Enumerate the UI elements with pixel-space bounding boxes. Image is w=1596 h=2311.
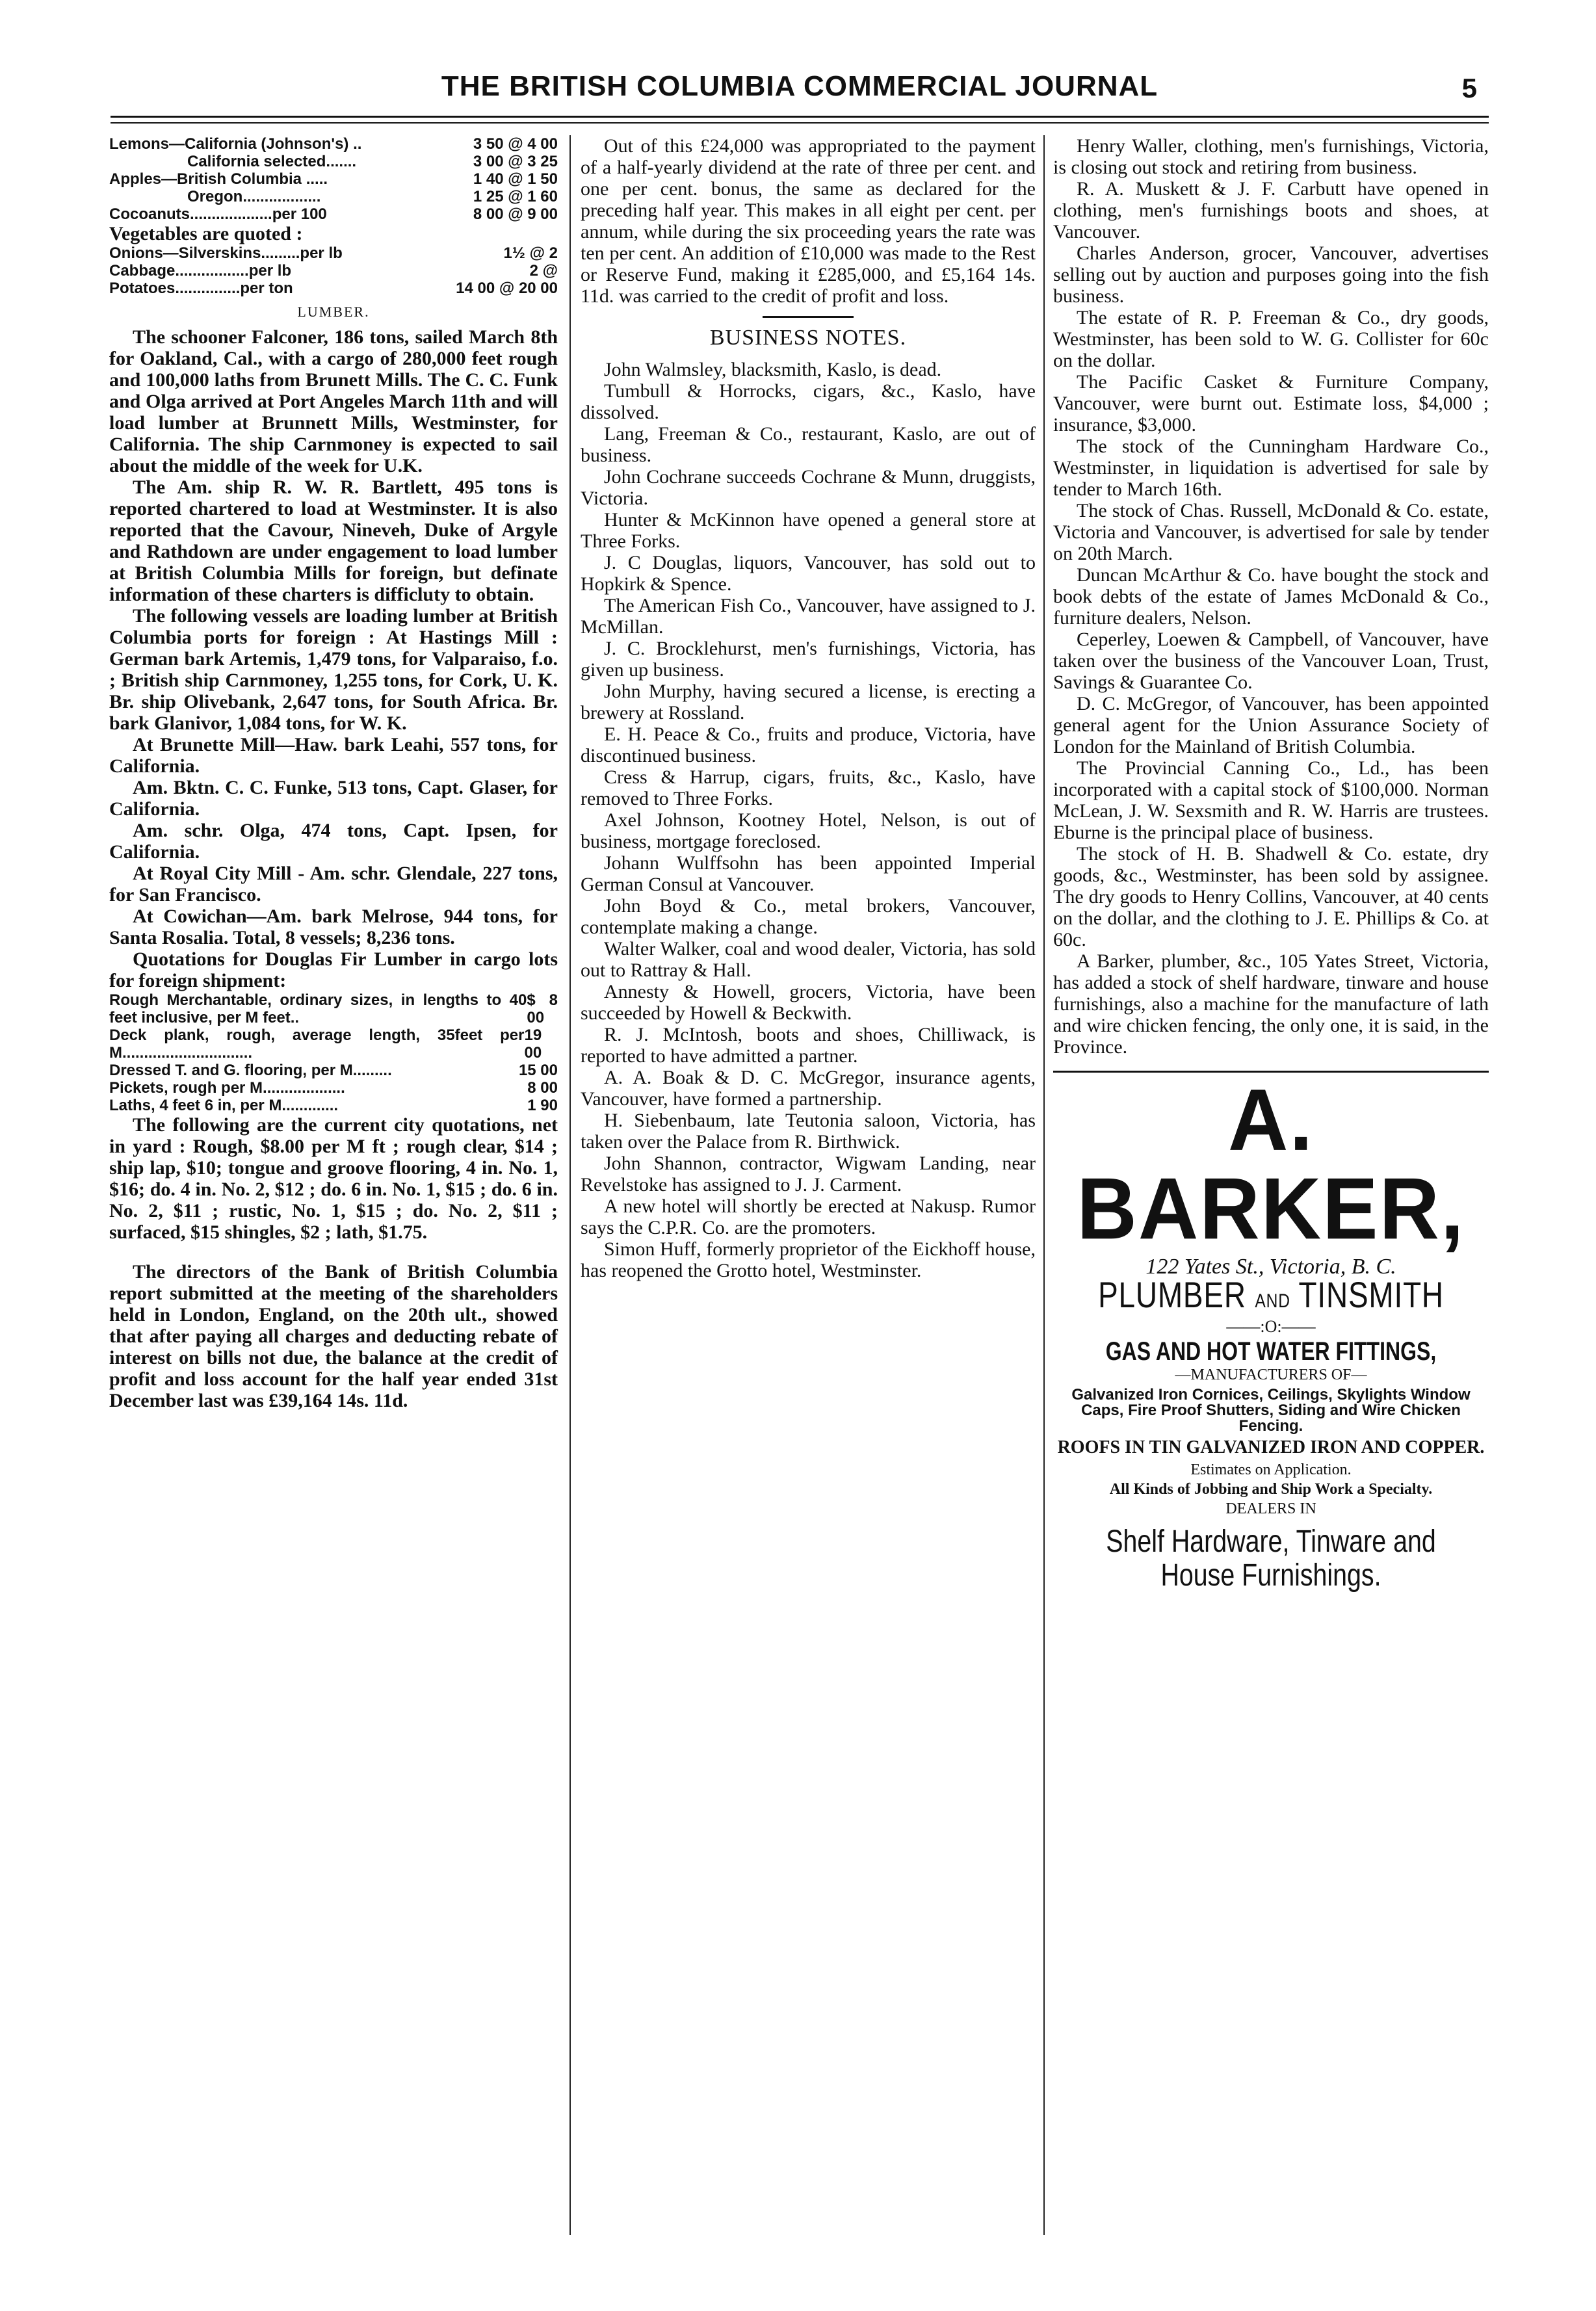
lumber-heading: LUMBER. (297, 304, 370, 320)
column-2 (581, 135, 1036, 1281)
ad-dealers: DEALERS IN (1225, 1500, 1316, 1517)
ad-gas-fittings: GAS AND HOT WATER FITTINGS, (1105, 1337, 1437, 1366)
column-1 (109, 135, 558, 1411)
business-note: John Cochrane succeeds Cochrane & Munn, druggists, Victoria. (581, 466, 1036, 509)
journal-title: THE BRITISH COLUMBIA COMMERCIAL JOURNAL (441, 70, 1158, 102)
ad-jobbing: All Kinds of Jobbing and Ship Work a Specialty. (1109, 1481, 1433, 1498)
top-rule-thin (111, 122, 1489, 124)
price-row: Pickets, rough per M................... 8 00 (109, 1079, 558, 1097)
column-3 (1053, 135, 1489, 1593)
business-note: The American Fish Co., Vancouver, have assigned to J. McMillan. (581, 595, 1036, 638)
barker-advertisement (1053, 1071, 1489, 1593)
price-row: Potatoes...............per ton 14 00 @ 20 00 (109, 280, 558, 297)
business-note: R. J. McIntosh, boots and shoes, Chilliwack, is reported to have admitted a partner. (581, 1024, 1036, 1067)
price-row: Onions—Silverskins.........per lb 1½ @ 2 (109, 244, 558, 262)
business-note: A. A. Boak & D. C. McGregor, insurance agents, Vancouver, have formed a partnership. (581, 1067, 1036, 1110)
vegetable-price-list (109, 244, 558, 297)
ad-roofing: ROOFS IN TIN GALVANIZED IRON AND COPPER. (1057, 1437, 1485, 1457)
ad-manufacturers: —MANUFACTURERS OF— (1175, 1366, 1367, 1383)
business-note: Henry Waller, clothing, men's furnishings, Victoria, is closing out stock and retiring from business. (1053, 135, 1489, 178)
ad-trade: PLUMBER AND TINSMITH (1098, 1274, 1444, 1315)
business-note: The estate of R. P. Freeman & Co., dry goods, Westminster, has been sold to W. G. Collister for 60c on the dollar. (1053, 307, 1489, 371)
business-note: The stock of H. B. Shadwell & Co. estate, dry goods, &c., Westminster, has been sold by assignee. The dry goods to Henry Collins, Vancouver, at 40 cents on the dollar, and the clothing to J. E. Phillips & Co. at 60c. (1053, 843, 1489, 950)
ad-estimates: Estimates on Application. (1190, 1461, 1352, 1478)
article-paragraph: Am. schr. Olga, 474 tons, Capt. Ipsen, for California. (109, 820, 558, 863)
business-note: John Shannon, contractor, Wigwam Landing, near Revelstoke has assigned to J. J. Carment. (581, 1153, 1036, 1195)
article-paragraph: Out of this £24,000 was appropriated to the payment of a half-yearly dividend at the rate of three per cent. and one per cent. bonus, the same as declared for the preceding half year. This makes in all eight per cent. per annum, while during the six proceeding years the rate was ten per cent. An addition of £10,000 was made to the Rest or Reserve Fund, making it £285,000, and £5,164 14s. 11d. was carried to the credit of profit and loss. (581, 135, 1036, 307)
price-row: Apples—British Columbia ..... 1 40 @ 1 50 (109, 170, 558, 188)
vegetables-heading: Vegetables are quoted : (109, 223, 303, 244)
article-paragraph: At Cowichan—Am. bark Melrose, 944 tons, for Santa Rosalia. Total, 8 vessels; 8,236 tons. (109, 906, 558, 948)
article-paragraph: At Royal City Mill - Am. schr. Glendale, 227 tons, for San Francisco. (109, 863, 558, 906)
article-paragraph: The schooner Falconer, 186 tons, sailed March 8th for Oakland, Cal., with a cargo of 280,000 feet rough and 100,000 laths from Brunett Mills. The C. C. Funk and Olga arrived at Port Angeles March 11th and will load lumber at Brunnett Mills, Westminster, for California. The ship Carnmoney is expected to sail about the middle of the week for U.K. (109, 326, 558, 477)
business-note: Ceperley, Loewen & Campbell, of Vancouver, have taken over the business of the Vancouver Loan, Trust, Savings & Guarantee Co. (1053, 629, 1489, 693)
price-row: Dressed T. and G. flooring, per M......... 15 00 (109, 1062, 558, 1079)
ad-business-name: A. BARKER, (1077, 1071, 1465, 1258)
page-number: 5 (1461, 73, 1477, 103)
ad-products: Galvanized Iron Cornices, Ceilings, Skylights Window Caps, Fire Proof Shutters, Siding and Wire Chicken Fencing. (1071, 1386, 1471, 1435)
business-note: Charles Anderson, grocer, Vancouver, advertises selling out by auction and purposes going into the fish business. (1053, 242, 1489, 307)
price-row: Cocoanuts...................per 100 8 00 @ 9 00 (109, 205, 558, 223)
article-paragraph: Am. Bktn. C. C. Funke, 513 tons, Capt. Glaser, for California. (109, 777, 558, 820)
article-paragraph: The Am. ship R. W. R. Bartlett, 495 tons is reported chartered to load at Westminster. It is also reported that the Cavour, Nineveh, Duke of Argyle and Rathdown are under engagement to load lumber at British Columbia Mills for foreign, but definate information of these charters is difficluty to obtain. (109, 477, 558, 605)
business-note: A Barker, plumber, &c., 105 Yates Street, Victoria, has added a stock of shelf hardware, tinware and house furnishings, also a machine for the manufacture of lath and wire chicken fencing, the only one, it is said, in the Province. (1053, 950, 1489, 1058)
price-row: Cabbage.................per lb 2 @ (109, 262, 558, 280)
business-note: Tumbull & Horrocks, cigars, &c., Kaslo, have dissolved. (581, 380, 1036, 423)
business-note: Cress & Harrup, cigars, fruits, &c., Kaslo, have removed to Three Forks. (581, 766, 1036, 809)
business-note: J. C Douglas, liquors, Vancouver, has sold out to Hopkirk & Spence. (581, 552, 1036, 595)
business-note: The stock of the Cunningham Hardware Co., Westminster, in liquidation is advertised for sale by tender to March 16th. (1053, 436, 1489, 500)
business-note: Hunter & McKinnon have opened a general store at Three Forks. (581, 509, 1036, 552)
business-note: John Boyd & Co., metal brokers, Vancouver, contemplate making a change. (581, 895, 1036, 938)
business-notes-heading: BUSINESS NOTES. (709, 326, 907, 350)
article-paragraph: Quotations for Douglas Fir Lumber in cargo lots for foreign shipment: (109, 948, 558, 991)
fir-price-list (109, 991, 558, 1114)
business-note: Walter Walker, coal and wood dealer, Victoria, has sold out to Rattray & Hall. (581, 938, 1036, 981)
price-row: Laths, 4 feet 6 in, per M............. 1 90 (109, 1097, 558, 1114)
business-note: The Provincial Canning Co., Ld., has been incorporated with a capital stock of $100,000. Norman McLean, J. W. Sexsmith and R. W. Harris are trustees. Eburne is the principal place of business. (1053, 757, 1489, 843)
business-note: E. H. Peace & Co., fruits and produce, Victoria, have discontinued business. (581, 724, 1036, 766)
business-note: Duncan McArthur & Co. have bought the stock and book debts of the estate of James McDonald & Co., furniture dealers, Nelson. (1053, 564, 1489, 629)
fruit-price-list (109, 135, 558, 223)
article-paragraph: The following vessels are loading lumber at British Columbia ports for foreign : At Hastings Mill : German bark Artemis, 1,479 tons, for Valparaiso, f.o. ; British ship Carnmoney, 1,255 tons, for Cork, U. K. Br. ship Olivebank, 2,647 tons, for South Africa. Br. bark Glanivor, 1,084 tons, for W. K. (109, 605, 558, 734)
column-divider-2 (1043, 135, 1045, 2235)
masthead (111, 70, 1489, 122)
business-note: Johann Wulffsohn has been appointed Imperial German Consul at Vancouver. (581, 852, 1036, 895)
business-note: H. Siebenbaum, late Teutonia saloon, Victoria, has taken over the Palace from R. Birthwick. (581, 1110, 1036, 1153)
business-note: Lang, Freeman & Co., restaurant, Kaslo, are out of business. (581, 423, 1036, 466)
ad-shelf-hardware: Shelf Hardware, Tinware and House Furnishings. (1106, 1524, 1436, 1593)
business-note: John Walmsley, blacksmith, Kaslo, is dead. (604, 359, 942, 380)
price-row: Deck plank, rough, average length, 35feet per M.............................. 19 00 (109, 1026, 542, 1062)
column-divider-1 (569, 135, 571, 2235)
business-note: The Pacific Casket & Furniture Company, Vancouver, were burnt out. Estimate loss, $4,000 ; insurance, $3,000. (1053, 371, 1489, 436)
article-paragraph: The directors of the Bank of British Columbia report submitted at the meeting of the shareholders held in London, England, on the 20th ult., showed that after paying all charges and deducting rebate of interest on bills not due, the balance at the credit of profit and loss account for the half year ended 31st December last was £39,164 14s. 11d. (109, 1261, 558, 1411)
business-note: J. C. Brocklehurst, men's furnishings, Victoria, has given up business. (581, 638, 1036, 681)
business-note: R. A. Muskett & J. F. Carbutt have opened in clothing, men's furnishings boots and shoes, at Vancouver. (1053, 178, 1489, 242)
business-note: Axel Johnson, Kootney Hotel, Nelson, is out of business, mortgage foreclosed. (581, 809, 1036, 852)
section-divider (763, 316, 854, 318)
business-note: John Murphy, having secured a license, is erecting a brewery at Rossland. (581, 681, 1036, 724)
price-row: Rough Merchantable, ordinary sizes, in lengths to 40 feet inclusive, per M feet.. $ 8 00 (109, 991, 558, 1026)
price-row: California selected....... 3 00 @ 3 25 (187, 153, 558, 170)
price-row: Lemons—California (Johnson's) .. 3 50 @ 4 00 (109, 135, 558, 153)
business-note: The stock of Chas. Russell, McDonald & Co. estate, Victoria and Vancouver, is advertised for sale by tender on 20th March. (1053, 500, 1489, 564)
business-note: A new hotel will shortly be erected at Nakusp. Rumor says the C.P.R. Co. are the promoters. (581, 1195, 1036, 1238)
business-note: D. C. McGregor, of Vancouver, has been appointed general agent for the Union Assurance Society of London for the Mainland of British Columbia. (1053, 693, 1489, 757)
price-row: Oregon.................. 1 25 @ 1 60 (187, 188, 558, 205)
business-note: Annesty & Howell, grocers, Victoria, have been succeeded by Howell & Beckwith. (581, 981, 1036, 1024)
business-note: Simon Huff, formerly proprietor of the Eickhoff house, has reopened the Grotto hotel, Westminster. (581, 1238, 1036, 1281)
article-paragraph: At Brunette Mill—Haw. bark Leahi, 557 tons, for California. (109, 734, 558, 777)
top-rule (111, 116, 1489, 118)
ad-separator: ——:O:—— (1226, 1317, 1316, 1336)
article-paragraph: The following are the current city quotations, net in yard : Rough, $8.00 per M ft ; rough clear, $14 ; ship lap, $10; tongue and groove flooring, 4 in. No. 1, $16; do. 4 in. No. 2, $12 ; do. 6 in. No. 1, $15 ; do. 6 in. No. 2, $11 ; rustic, No. 1, $15 ; do. No. 2, $11 ; surfaced, $15 shingles, $2 ; lath, $1.75. (109, 1114, 558, 1243)
ad-address: 122 Yates St., Victoria, B. C. (1145, 1255, 1396, 1279)
